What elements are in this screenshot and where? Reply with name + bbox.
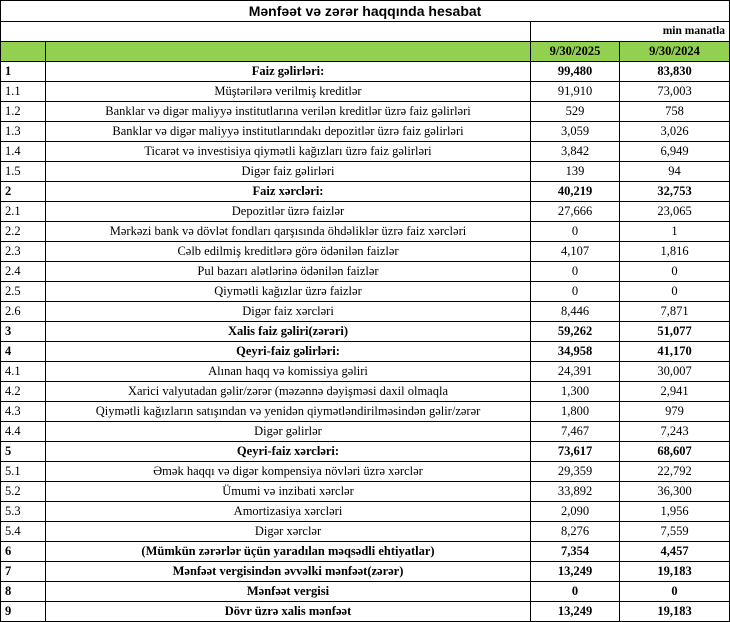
row-label: Mərkəzi bank və dövlət fondları qarşısında öhdəliklər üzrə faiz xərcləri (46, 222, 531, 242)
row-number: 2.5 (1, 282, 46, 302)
value-previous: 0 (620, 282, 730, 302)
value-previous: 36,300 (620, 482, 730, 502)
unit-row (1, 22, 730, 42)
table-row (1, 582, 730, 602)
value-current: 0 (531, 282, 620, 302)
row-label: Mənfəət vergisindən əvvəlki mənfəət(zərər) (46, 562, 531, 582)
value-current: 7,354 (531, 542, 620, 562)
table-row (1, 422, 730, 442)
table-row (1, 462, 730, 482)
row-label: Əmək haqqı və digər kompensiya növləri üzrə xərclər (46, 462, 531, 482)
unit-label: min manatla (620, 22, 730, 42)
row-label: Mənfəət vergisi (46, 582, 531, 602)
value-current: 13,249 (531, 602, 620, 622)
row-label: Xarici valyutadan gəlir/zərər (məzənnə dəyişməsi daxil olmaqla (46, 382, 531, 402)
row-number: 2.1 (1, 202, 46, 222)
value-previous: 3,026 (620, 122, 730, 142)
value-previous: 22,792 (620, 462, 730, 482)
value-current: 8,276 (531, 522, 620, 542)
value-previous: 51,077 (620, 322, 730, 342)
row-label: Amortizasiya xərcləri (46, 502, 531, 522)
table-row (1, 382, 730, 402)
table-row (1, 402, 730, 422)
row-number: 4.2 (1, 382, 46, 402)
row-label: Cəlb edilmiş kreditlərə görə ödənilən faizlər (46, 242, 531, 262)
column-header-current: 9/30/2025 (531, 42, 620, 62)
row-number: 5 (1, 442, 46, 462)
table-row (1, 562, 730, 582)
table-row (1, 442, 730, 462)
row-number: 7 (1, 562, 46, 582)
value-previous: 7,243 (620, 422, 730, 442)
row-label: Qeyri-faiz gəlirləri: (46, 342, 531, 362)
row-label: Digər faiz xərcləri (46, 302, 531, 322)
table-row (1, 202, 730, 222)
row-label: Alınan haqq və komissiya gəliri (46, 362, 531, 382)
value-current: 4,107 (531, 242, 620, 262)
table-row (1, 282, 730, 302)
value-current: 59,262 (531, 322, 620, 342)
value-previous: 19,183 (620, 562, 730, 582)
value-previous: 1 (620, 222, 730, 242)
title-row (1, 1, 730, 22)
value-previous: 23,065 (620, 202, 730, 222)
value-current: 13,249 (531, 562, 620, 582)
row-label: Ümumi və inzibati xərclər (46, 482, 531, 502)
table-row (1, 62, 730, 82)
value-previous: 2,941 (620, 382, 730, 402)
row-number: 5.1 (1, 462, 46, 482)
table-row (1, 82, 730, 102)
row-label: Müştərilərə verilmiş kreditlər (46, 82, 531, 102)
value-previous: 7,871 (620, 302, 730, 322)
value-current: 34,958 (531, 342, 620, 362)
table-row (1, 602, 730, 622)
table-row (1, 242, 730, 262)
row-number: 2.2 (1, 222, 46, 242)
table-row (1, 342, 730, 362)
row-label: Dövr üzrə xalis mənfəət (46, 602, 531, 622)
row-number: 4.4 (1, 422, 46, 442)
row-number: 6 (1, 542, 46, 562)
value-current: 139 (531, 162, 620, 182)
value-previous: 0 (620, 262, 730, 282)
column-header-previous: 9/30/2024 (620, 42, 730, 62)
table-row (1, 502, 730, 522)
value-previous: 979 (620, 402, 730, 422)
table-row (1, 122, 730, 142)
row-number: 4.1 (1, 362, 46, 382)
row-label: Pul bazarı alətlərinə ödənilən faizlər (46, 262, 531, 282)
row-number: 4.3 (1, 402, 46, 422)
row-label: Banklar və digər maliyyə institutlarındakı depozitlər üzrə faiz gəlirləri (46, 122, 531, 142)
value-previous: 32,753 (620, 182, 730, 202)
value-previous: 4,457 (620, 542, 730, 562)
table-row (1, 482, 730, 502)
value-previous: 6,949 (620, 142, 730, 162)
table-row (1, 302, 730, 322)
value-previous: 19,183 (620, 602, 730, 622)
table-row (1, 102, 730, 122)
value-current: 1,800 (531, 402, 620, 422)
value-current: 33,892 (531, 482, 620, 502)
value-current: 29,359 (531, 462, 620, 482)
row-number: 5.3 (1, 502, 46, 522)
value-current: 3,842 (531, 142, 620, 162)
row-label: Qeyri-faiz xərcləri: (46, 442, 531, 462)
row-number: 1.2 (1, 102, 46, 122)
table-row (1, 222, 730, 242)
value-current: 3,059 (531, 122, 620, 142)
row-label: Banklar və digər maliyyə institutlarına verilən kreditlər üzrə faiz gəlirləri (46, 102, 531, 122)
value-previous: 758 (620, 102, 730, 122)
table-row (1, 162, 730, 182)
value-current: 91,910 (531, 82, 620, 102)
value-previous: 83,830 (620, 62, 730, 82)
value-current: 0 (531, 262, 620, 282)
row-number: 2.6 (1, 302, 46, 322)
row-number: 1.4 (1, 142, 46, 162)
row-label: Digər gəlirlər (46, 422, 531, 442)
row-label: Depozitlər üzrə faizlər (46, 202, 531, 222)
row-number: 4 (1, 342, 46, 362)
value-current: 24,391 (531, 362, 620, 382)
value-current: 529 (531, 102, 620, 122)
row-number: 1.1 (1, 82, 46, 102)
row-label: Digər faiz gəlirləri (46, 162, 531, 182)
value-current: 0 (531, 222, 620, 242)
row-number: 1.5 (1, 162, 46, 182)
row-label: (Mümkün zərərlər üçün yaradılan məqsədli ehtiyatlar) (46, 542, 531, 562)
row-label: Qiymətli kağızların satışından və yenidən qiymətləndirilməsindən gəlir/zərər (46, 402, 531, 422)
table-row (1, 322, 730, 342)
value-previous: 94 (620, 162, 730, 182)
report-title: Mənfəət və zərər haqqında hesabat (1, 1, 730, 22)
value-current: 99,480 (531, 62, 620, 82)
row-number: 2.4 (1, 262, 46, 282)
value-previous: 1,816 (620, 242, 730, 262)
table-row (1, 522, 730, 542)
row-label: Xalis faiz gəliri(zərəri) (46, 322, 531, 342)
value-current: 0 (531, 582, 620, 602)
value-current: 8,446 (531, 302, 620, 322)
value-previous: 0 (620, 582, 730, 602)
value-previous: 1,956 (620, 502, 730, 522)
row-label: Ticarət və investisiya qiymətli kağızları üzrə faiz gəlirləri (46, 142, 531, 162)
table-row (1, 362, 730, 382)
value-previous: 73,003 (620, 82, 730, 102)
row-number: 5.2 (1, 482, 46, 502)
table-row (1, 542, 730, 562)
value-current: 27,666 (531, 202, 620, 222)
value-current: 2,090 (531, 502, 620, 522)
value-current: 1,300 (531, 382, 620, 402)
value-previous: 68,607 (620, 442, 730, 462)
row-number: 2 (1, 182, 46, 202)
row-number: 5.4 (1, 522, 46, 542)
value-current: 7,467 (531, 422, 620, 442)
value-previous: 7,559 (620, 522, 730, 542)
table-row (1, 142, 730, 162)
value-current: 73,617 (531, 442, 620, 462)
row-label: Digər xərclər (46, 522, 531, 542)
row-label: Faiz xərcləri: (46, 182, 531, 202)
row-label: Qiymətli kağızlar üzrə faizlər (46, 282, 531, 302)
value-current: 40,219 (531, 182, 620, 202)
row-number: 1.3 (1, 122, 46, 142)
row-number: 8 (1, 582, 46, 602)
row-number: 3 (1, 322, 46, 342)
value-previous: 41,170 (620, 342, 730, 362)
row-number: 1 (1, 62, 46, 82)
row-number: 9 (1, 602, 46, 622)
row-label: Faiz gəlirləri: (46, 62, 531, 82)
table-row (1, 262, 730, 282)
row-number: 2.3 (1, 242, 46, 262)
header-row (1, 42, 730, 62)
value-previous: 30,007 (620, 362, 730, 382)
table-row (1, 182, 730, 202)
